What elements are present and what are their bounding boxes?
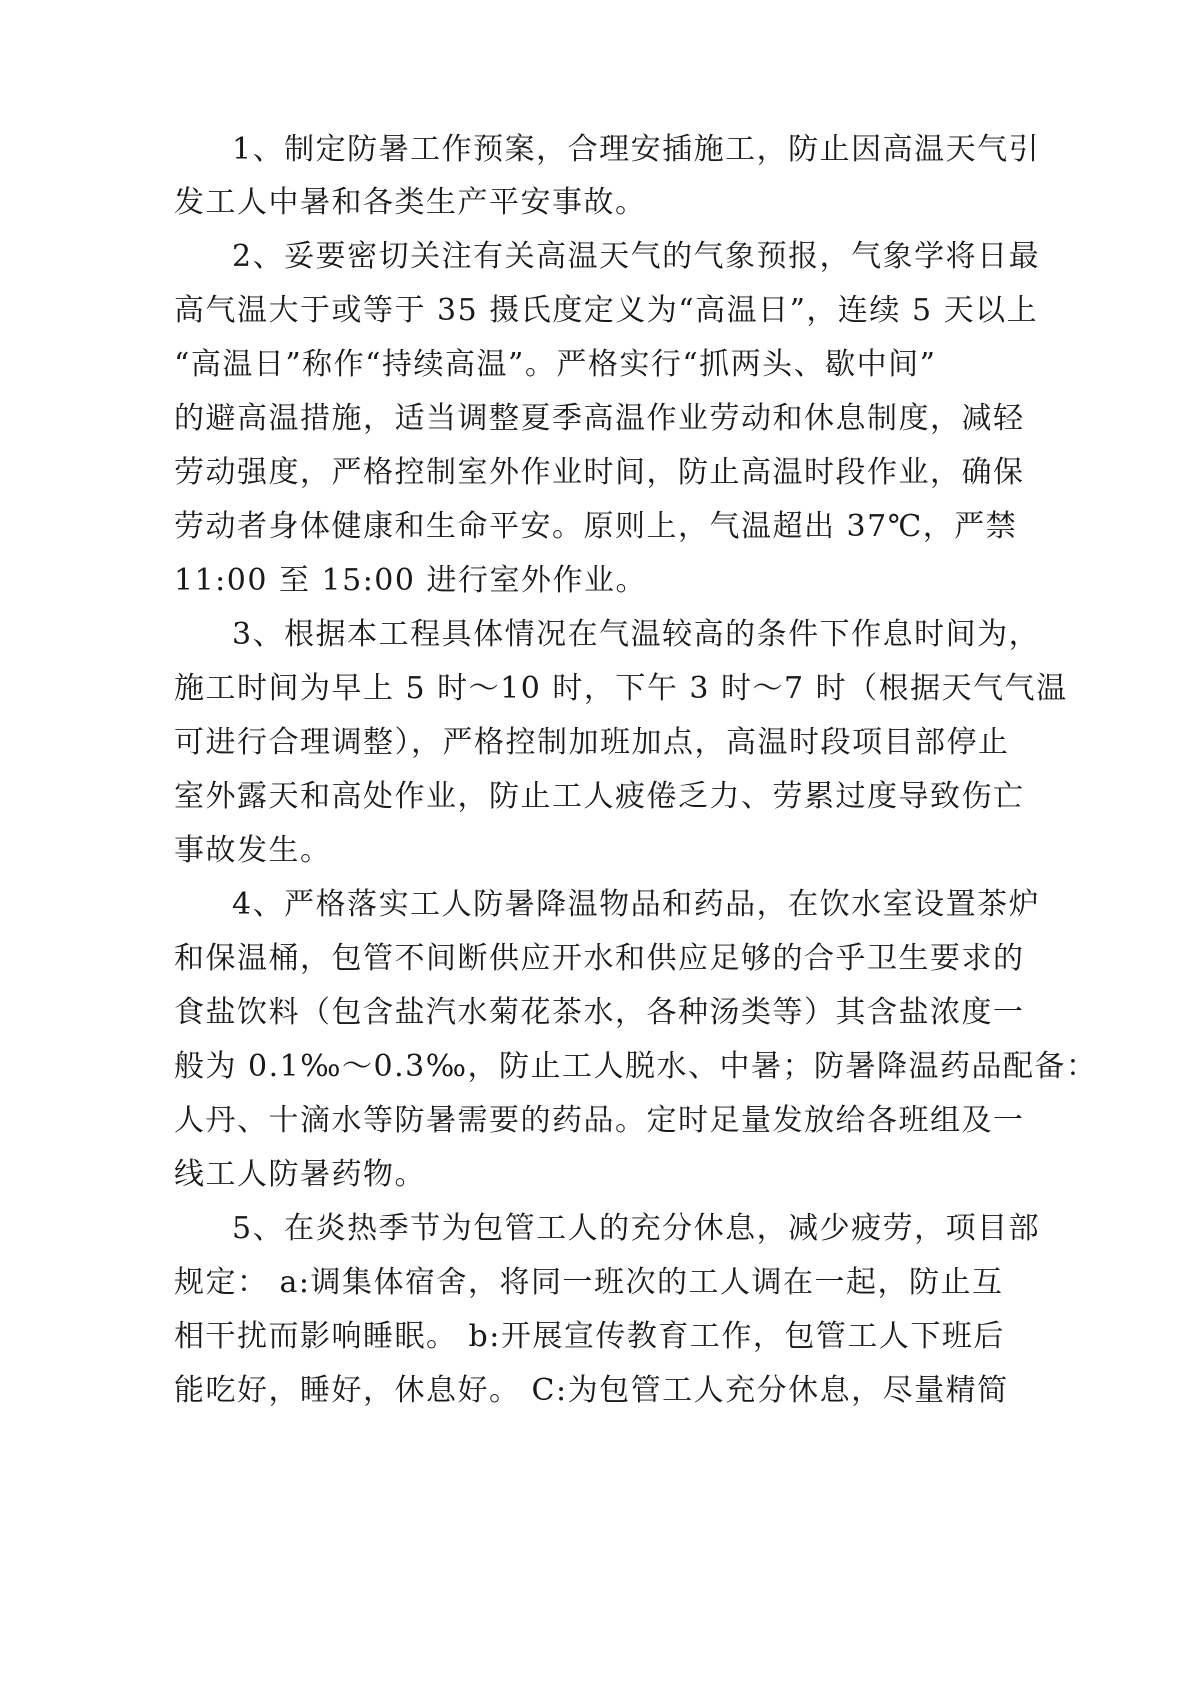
text-line: 高气温大于或等于 35 摄氏度定义为“高温日”，连续 5 天以上: [174, 293, 1039, 328]
text-line: 劳动强度，严格控制室外作业时间，防止高温时段作业，确保: [174, 455, 1025, 490]
text-line: 般为 0.1‰～0.3‰，防止工人脱水、中暑；防暑降温药品配备：: [174, 1049, 1098, 1084]
text-line: “高温日”称作“持续高温”。严格实行“抓两头、歇中间”: [174, 347, 937, 382]
text-line: 发工人中暑和各类生产平安事故。: [174, 185, 647, 220]
text-line: 劳动者身体健康和生命平安。原则上，气温超出 37℃，严禁: [174, 509, 1018, 544]
text-line: 可进行合理调整），严格控制加班加点，高温时段项目部停止: [174, 725, 1010, 760]
text-line: 3、根据本工程具体情况在气温较高的条件下作息时间为，: [232, 617, 1041, 652]
text-line: 4、严格落实工人防暑降温物品和药品，在饮水室设置茶炉: [232, 887, 1041, 922]
text-line: 施工时间为早上 5 时～10 时，下午 3 时～7 时（根据天气气温: [174, 671, 1068, 706]
text-line: 人丹、十滴水等防暑需要的药品。定时足量发放给各班组及一: [174, 1103, 1025, 1138]
text-line: 室外露天和高处作业，防止工人疲倦乏力、劳累过度导致伤亡: [174, 779, 1025, 814]
text-line: 2、妥要密切关注有关高温天气的气象预报，气象学将日最: [232, 239, 1041, 274]
text-line: 1、制定防暑工作预案，合理安插施工，防止因高温天气引: [232, 132, 1041, 167]
text-line: 食盐饮料（包含盐汽水菊花茶水，各种汤类等）其含盐浓度一: [174, 995, 1025, 1030]
text-line: 相干扰而影响睡眠。 b:开展宣传教育工作，包管工人下班后: [174, 1319, 1005, 1354]
text-line: 5、在炎热季节为包管工人的充分休息，减少疲劳，项目部: [232, 1211, 1041, 1246]
text-line: 和保温桶，包管不间断供应开水和供应足够的合乎卫生要求的: [174, 941, 1025, 976]
text-line: 线工人防暑药物。: [174, 1157, 426, 1192]
text-line: 事故发生。: [174, 833, 332, 868]
text-line: 规定： a:调集体宿舍，将同一班次的工人调在一起，防止互: [174, 1265, 1004, 1300]
text-line: 的避高温措施，适当调整夏季高温作业劳动和休息制度，减轻: [174, 401, 1025, 436]
text-line: 能吃好，睡好，休息好。 C:为包管工人充分休息，尽量精简: [174, 1373, 1009, 1408]
text-line: 11:00 至 15:00 进行室外作业。: [174, 563, 648, 598]
